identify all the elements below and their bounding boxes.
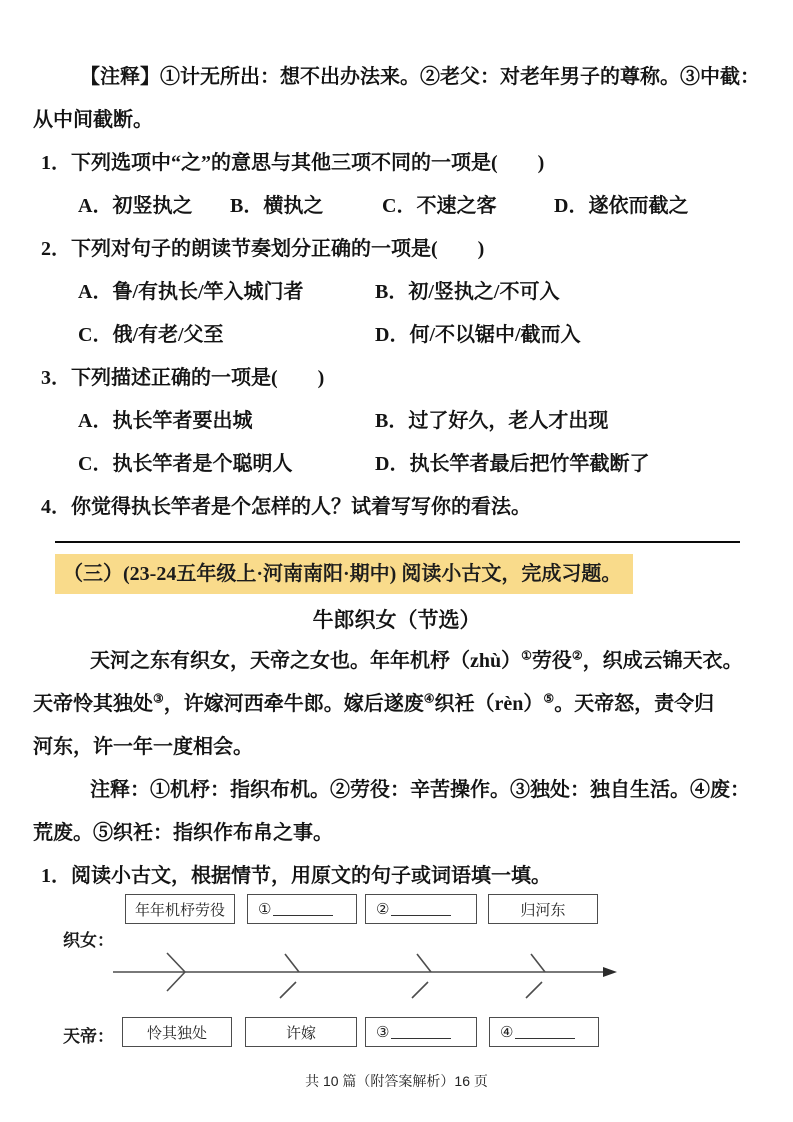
passage-notes-line: 荒废。⑤织衽：指织作布帛之事。 [33,822,333,844]
option-c: C．俄/有老/父至 [78,324,224,346]
question-4-stem: 4．你觉得执长竿者是个怎样的人？试着写写你的看法。 [41,496,531,518]
diagram-box-top-2 [247,894,357,924]
option-c: C．执长竿者是个聪明人 [78,453,293,475]
option-b: B．过了好久，老人才出现 [375,410,609,432]
blank-line [391,902,451,916]
question-3-options-row1 [33,400,760,443]
option-d: D．遂依而截之 [554,195,689,217]
option-b: B．初/竖执之/不可入 [375,281,560,303]
passage-line: 河东，许一年一度相会。 [33,736,253,758]
diagram-box-top-3 [365,894,477,924]
passage-line: 天帝怜其独处③，许嫁河西牵牛郎。嫁后遂废④织衽（rèn）⑤。天帝怒，责令归 [33,691,715,715]
diagram-box-label: 归河东 [520,902,566,919]
row-label-zhinv: 织女： [63,931,114,950]
row-label-tiandi: 天帝： [63,1027,114,1046]
option-a: A．执长竿者要出城 [78,410,253,432]
page-footer: 共 10 篇（附答案解析）16 页 [305,1073,488,1089]
question-2-stem: 2．下列对句子的朗读节奏划分正确的一项是( ) [41,238,485,260]
diagram-box-label: ④ [500,1024,514,1041]
annotation-line: 从中间截断。 [33,109,153,131]
option-d: D．执长竿者最后把竹竿截断了 [375,453,650,475]
passage-notes-line: 注释：①机杼：指织布机。②劳役：辛苦操作。③独处：独自生活。④废： [90,779,750,801]
question-1-options [33,185,760,228]
diagram-box-label: ① [258,901,272,918]
option-a: A．初竖执之 [78,195,193,217]
option-c: C．不速之客 [382,195,497,217]
diagram-box-label: 怜其独处 [146,1025,207,1042]
question-2-options-row2 [33,314,760,357]
diagram-box-label: 年年机杼劳役 [134,902,225,919]
question-3-stem: 3．下列描述正确的一项是( ) [41,367,325,389]
diagram-box-label: ② [376,901,390,918]
section-header-highlight: （三）(23-24五年级上·河南南阳·期中) 阅读小古文，完成习题。 [55,554,633,594]
diagram-box-label: ③ [376,1024,390,1041]
question-3-options-row2 [33,443,760,486]
option-a: A．鲁/有执长/竿入城门者 [78,281,304,303]
diagram-box-bottom-2 [245,1017,357,1047]
blank-line [391,1025,451,1039]
diagram-box-bottom-4 [489,1017,599,1047]
diagram-box-bottom-1 [122,1017,232,1047]
blank-line [273,902,333,916]
flow-diagram [33,894,653,1059]
question-1-stem: 1．下列选项中“之”的意思与其他三项不同的一项是( ) [41,152,545,174]
question-2-options-row1 [33,271,760,314]
option-b: B．横执之 [230,195,324,217]
diagram-box-label: 许嫁 [285,1025,316,1042]
passage-line: 天河之东有织女，天帝之女也。年年机杼（zhù）①劳役②，织成云锦天衣。 [90,648,743,672]
diagram-box-bottom-3 [365,1017,477,1047]
option-d: D．何/不以锯中/截而入 [375,324,581,346]
diagram-box-top-4 [488,894,598,924]
passage-title: 牛郎织女（节选） [312,608,481,632]
diagram-box-top-1 [125,894,235,924]
fill-question-stem: 1．阅读小古文，根据情节，用原文的句子或词语填一填。 [41,865,551,887]
blank-line [515,1025,575,1039]
annotation-line: 【注释】①计无所出：想不出办法来。②老父：对老年男子的尊称。③中截： [80,66,760,88]
